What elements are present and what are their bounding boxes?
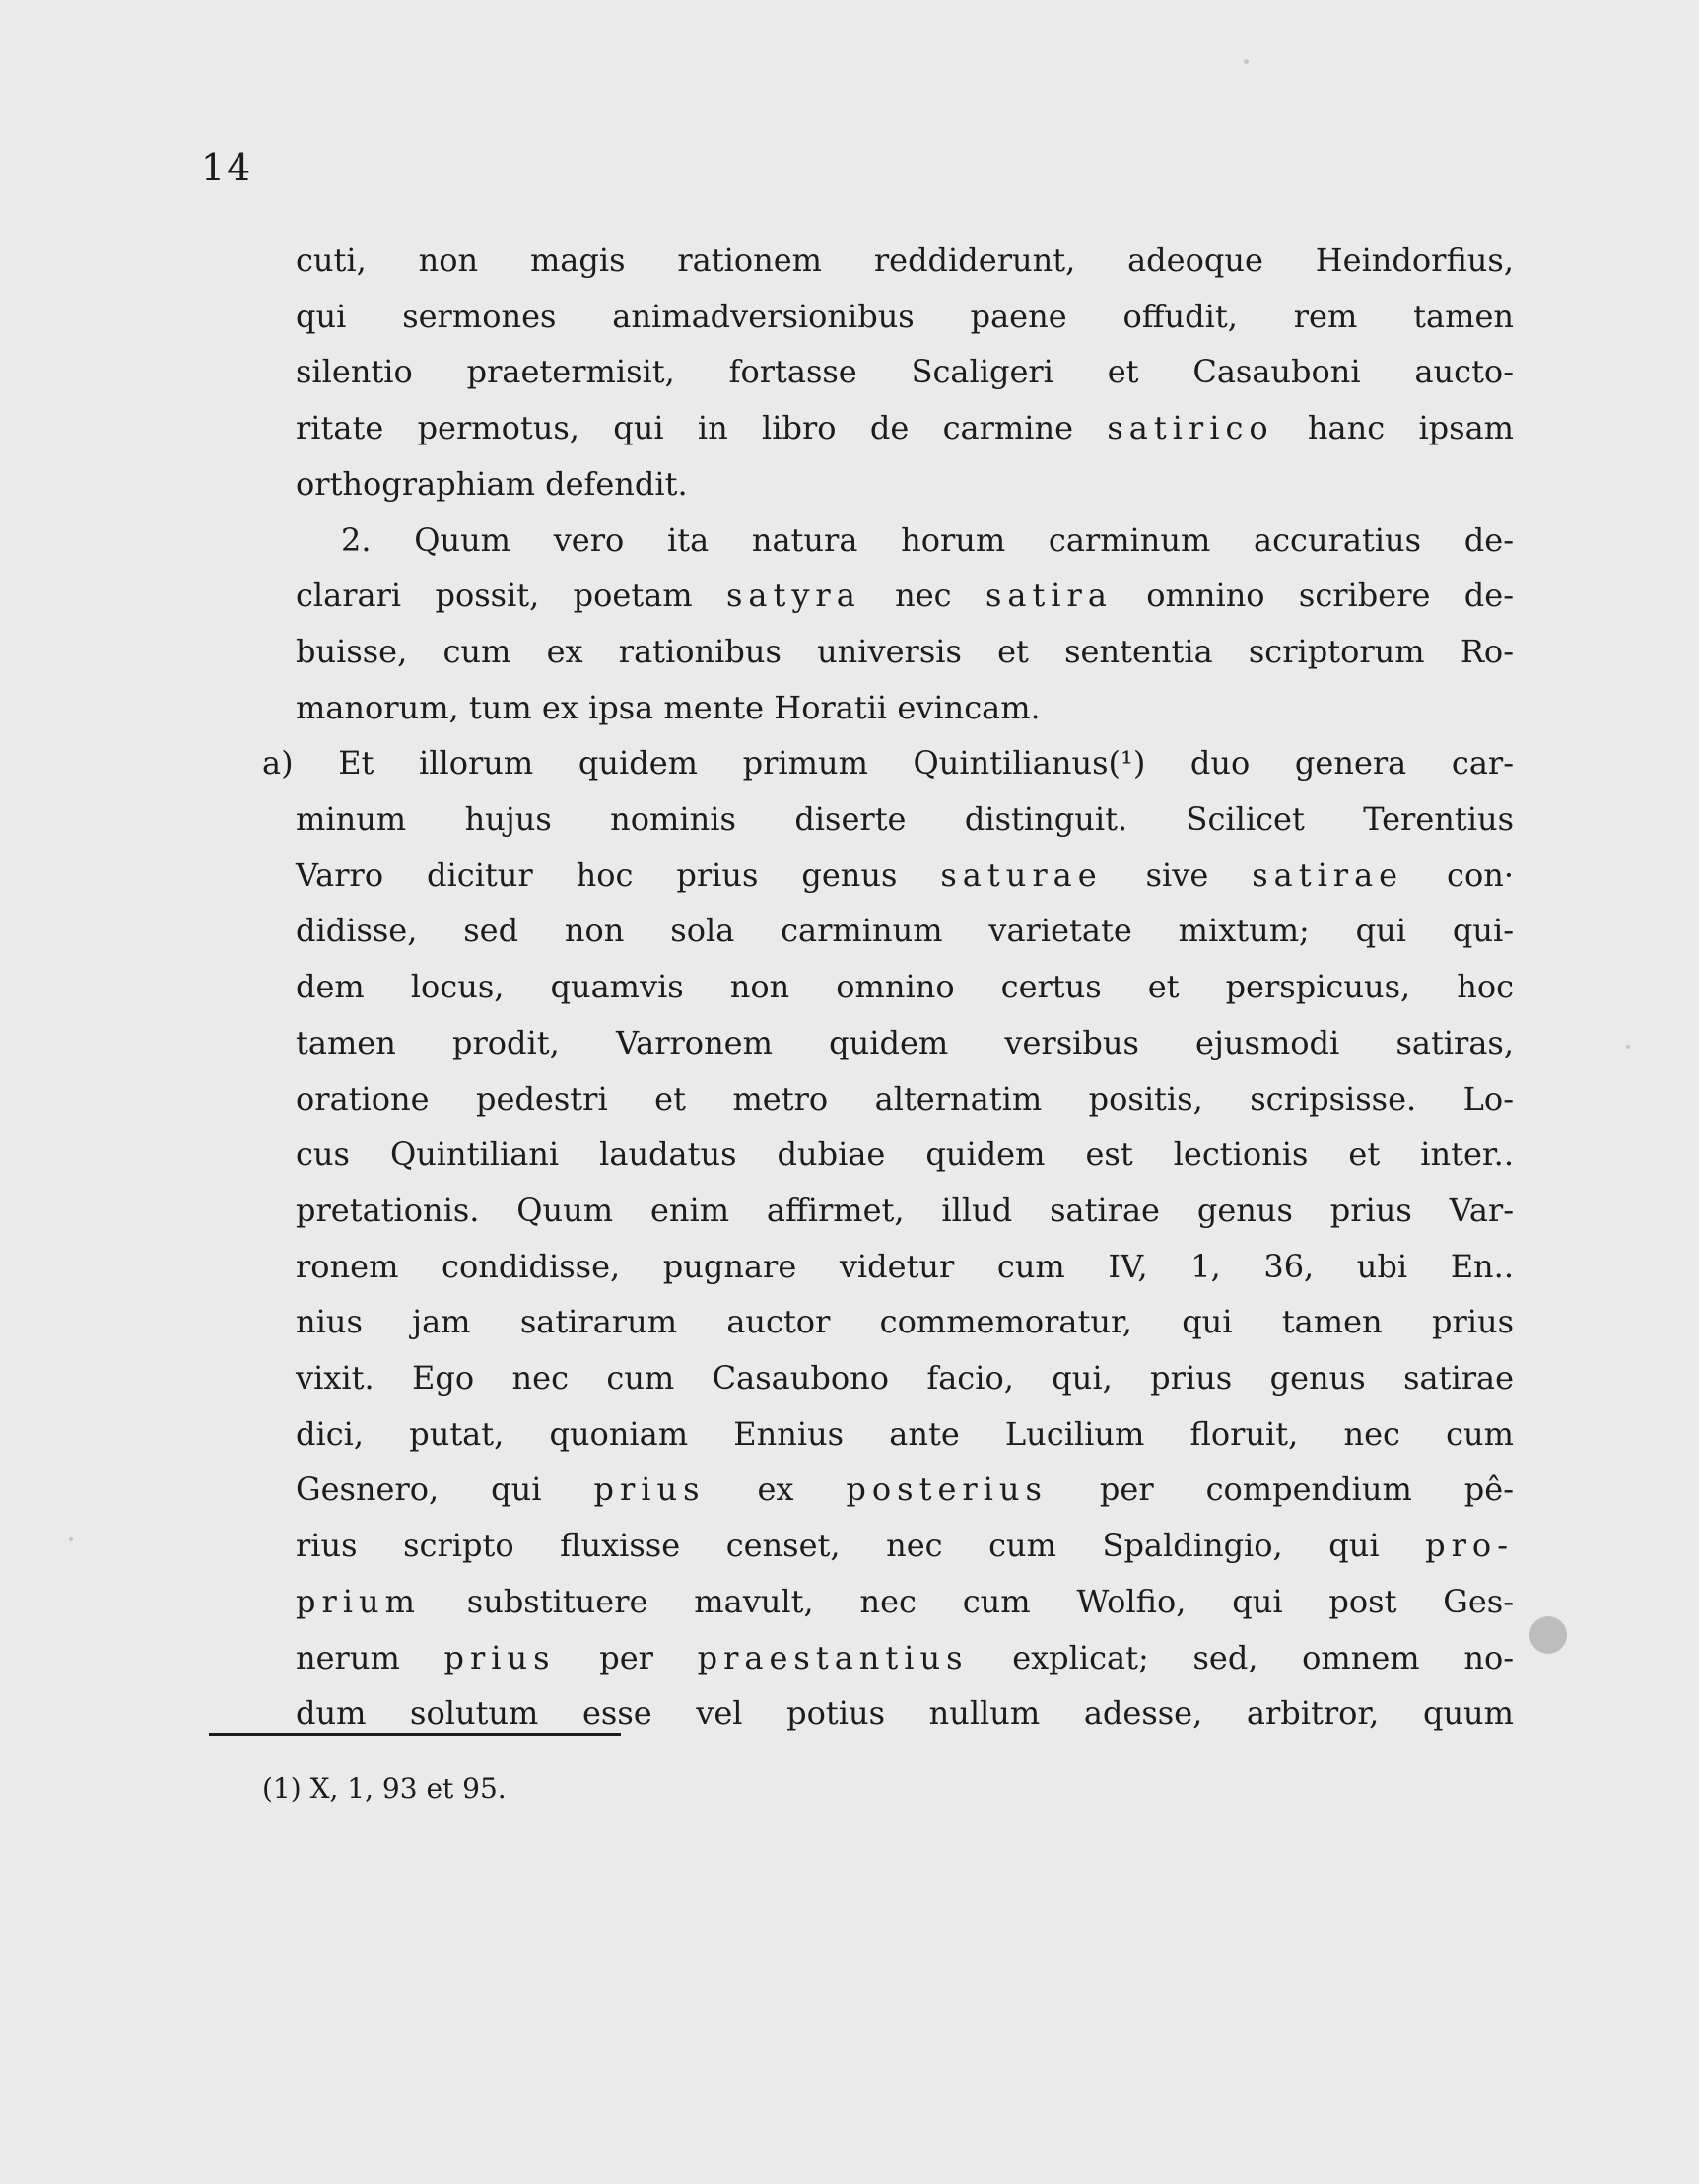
- text-run: nius jam satirarum auctor commemoratur, qui tamen prius: [296, 1303, 1514, 1340]
- text-line: [296, 1583, 1514, 1620]
- text-run: explicat; sed, omnem no-: [968, 1639, 1515, 1676]
- text-line: [296, 465, 688, 503]
- page-speck: [1244, 59, 1249, 64]
- page-speck: [69, 1537, 73, 1541]
- text-line: [296, 1694, 1514, 1732]
- text-line: [296, 1303, 1514, 1340]
- text-line: [341, 521, 1514, 559]
- spaced-emphasis: prius: [443, 1639, 556, 1676]
- text-run: per: [555, 1639, 698, 1676]
- text-run: nec: [860, 577, 985, 614]
- spaced-emphasis: praestantius: [697, 1639, 969, 1676]
- text-line: [296, 1135, 1514, 1173]
- text-line: [296, 633, 1514, 670]
- text-run: a) Et illorum quidem primum Quintilianus(¹) duo genera car-: [262, 744, 1514, 782]
- text-line: [296, 1527, 1514, 1564]
- text-run: ritate permotus, qui in libro de carmine: [296, 409, 1108, 446]
- text-line: [296, 1080, 1514, 1118]
- text-run: Gesnero, qui: [296, 1470, 594, 1508]
- text-line: [296, 298, 1514, 335]
- text-run: manorum, tum ex ipsa mente Horatii evincam.: [296, 689, 1041, 726]
- text-line: [296, 1415, 1514, 1453]
- text-run: sive: [1102, 856, 1253, 894]
- page-speck: [1626, 1045, 1630, 1049]
- text-run: 2. Quum vero ita natura horum carminum accuratius de-: [341, 521, 1514, 559]
- text-run: clarari possit, poetam: [296, 577, 726, 614]
- text-run: dum solutum esse vel potius nullum adesse, arbitror, quum: [296, 1694, 1514, 1732]
- page-speck: [1529, 1616, 1567, 1654]
- text-line: [296, 1470, 1515, 1508]
- spaced-emphasis: satyra: [725, 577, 861, 614]
- text-run: con·: [1403, 856, 1515, 894]
- page-number: 14: [201, 146, 253, 189]
- text-run: minum hujus nominis diserte distinguit. Scilicet Terentius: [296, 800, 1514, 838]
- text-line: [296, 409, 1515, 446]
- text-line: [296, 856, 1515, 894]
- spaced-emphasis: prius: [593, 1470, 706, 1508]
- footnote-rule: [209, 1733, 621, 1736]
- text-run: tamen prodit, Varronem quidem versibus ejusmodi satiras,: [296, 1024, 1514, 1061]
- text-line: [296, 1192, 1514, 1229]
- text-line: [296, 353, 1514, 390]
- spaced-emphasis: satirae: [1252, 856, 1404, 894]
- text-run: didisse, sed non sola carminum varietate mixtum; qui qui-: [296, 912, 1514, 949]
- text-run: qui sermones animadversionibus paene offudit, rem tamen: [296, 298, 1514, 335]
- text-line: [296, 968, 1514, 1005]
- text-run: omnino scribere de-: [1112, 577, 1515, 614]
- text-line: [296, 800, 1514, 838]
- text-run: vixit. Ego nec cum Casaubono facio, qui, prius genus satirae: [296, 1359, 1514, 1397]
- text-run: rius scripto fluxisse censet, nec cum Spaldingio, qui: [296, 1527, 1426, 1564]
- text-run: cuti, non magis rationem reddiderunt, adeoque Heindorfius,: [296, 241, 1514, 279]
- text-run: nerum: [296, 1639, 444, 1676]
- text-run: Varro dicitur hoc prius genus: [296, 856, 941, 894]
- spaced-emphasis: pro-: [1425, 1527, 1514, 1564]
- text-line: [296, 912, 1514, 949]
- footnote: (1) X, 1, 93 et 95.: [262, 1772, 507, 1805]
- spaced-emphasis: satira: [985, 577, 1113, 614]
- text-run: dici, putat, quoniam Ennius ante Lucilium floruit, nec cum: [296, 1415, 1514, 1453]
- spaced-emphasis: satirico: [1107, 409, 1274, 446]
- spaced-emphasis: saturae: [940, 856, 1103, 894]
- text-run: ex: [705, 1470, 847, 1508]
- text-line: [296, 689, 1041, 726]
- text-line: [296, 1359, 1514, 1397]
- text-run: per compendium pê-: [1047, 1470, 1515, 1508]
- text-line: [296, 1248, 1514, 1285]
- text-run: hanc ipsam: [1273, 409, 1515, 446]
- spaced-emphasis: prium: [296, 1583, 421, 1620]
- text-line: [296, 1024, 1514, 1061]
- text-run: pretationis. Quum enim affirmet, illud satirae genus prius Var-: [296, 1192, 1514, 1229]
- text-line: [296, 1639, 1515, 1676]
- text-run: ronem condidisse, pugnare videtur cum IV, 1, 36, ubi En..: [296, 1248, 1514, 1285]
- text-run: oratione pedestri et metro alternatim positis, scripsisse. Lo-: [296, 1080, 1514, 1118]
- text-run: orthographiam defendit.: [296, 465, 688, 503]
- text-line: [296, 577, 1515, 614]
- text-run: dem locus, quamvis non omnino certus et perspicuus, hoc: [296, 968, 1514, 1005]
- text-run: substituere mavult, nec cum Wolfio, qui post Ges-: [420, 1583, 1514, 1620]
- spaced-emphasis: posterius: [846, 1470, 1048, 1508]
- text-line: [262, 744, 1514, 782]
- text-run: silentio praetermisit, fortasse Scaligeri et Casauboni aucto-: [296, 353, 1514, 390]
- text-run: buisse, cum ex rationibus universis et sententia scriptorum Ro-: [296, 633, 1514, 670]
- text-run: cus Quintiliani laudatus dubiae quidem est lectionis et inter..: [296, 1135, 1514, 1173]
- text-line: [296, 241, 1514, 279]
